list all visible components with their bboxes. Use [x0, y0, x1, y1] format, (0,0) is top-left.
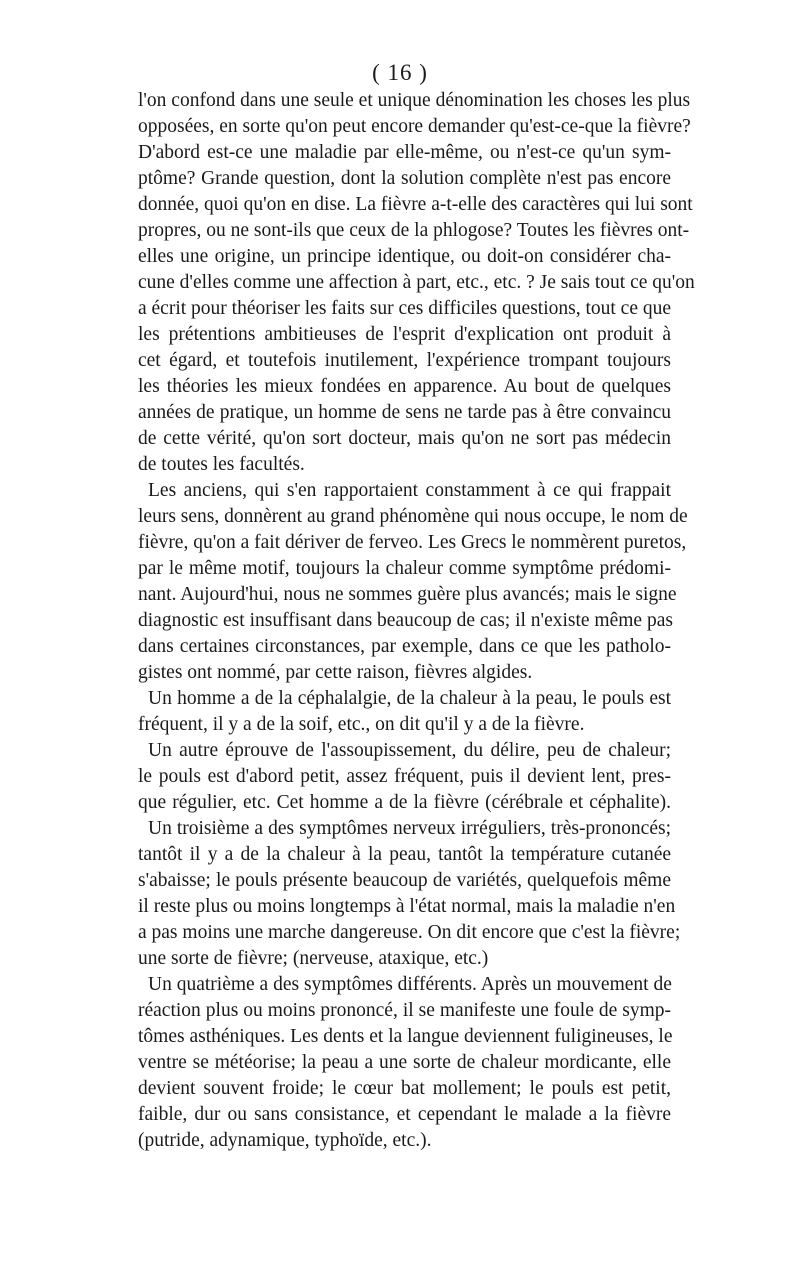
paragraph-first-line: Les anciens, qui s'en rapportaient constamment à ce qui frappait [148, 480, 671, 501]
text-line: une sorte de fièvre; (nerveuse, ataxique, etc.) [138, 948, 489, 969]
text-line: il reste plus ou moins longtemps à l'état normal, mais la maladie n'en [138, 896, 676, 917]
text-line: devient souvent froide; le cœur bat mollement; le pouls est petit, [138, 1078, 671, 1099]
text-line: ptôme? Grande question, dont la solution complète n'est pas encore [138, 168, 671, 189]
text-line: cet égard, et toutefois inutilement, l'expérience trompant toujours [138, 350, 671, 371]
text-line: fièvre, qu'on a fait dériver de ferveo. Les Grecs le nommèrent puretos, [138, 532, 687, 553]
text-line: que régulier, etc. Cet homme a de la fièvre (cérébrale et céphalite). [138, 792, 671, 813]
text-line: cune d'elles comme une affection à part, etc., etc. ? Je sais tout ce qu'on [138, 272, 695, 293]
text-line: par le même motif, toujours la chaleur comme symptôme prédomi- [138, 558, 671, 579]
text-line: leurs sens, donnèrent au grand phénomène qui nous occupe, le nom de [138, 506, 688, 527]
text-line: propres, ou ne sont-ils que ceux de la phlogose? Toutes les fièvres ont- [138, 220, 690, 241]
text-line: D'abord est-ce une maladie par elle-même, ou n'est-ce qu'un sym- [138, 142, 671, 163]
text-line: opposées, en sorte qu'on peut encore demander qu'est-ce-que la fièvre? [138, 116, 691, 137]
text-line: les théories les mieux fondées en apparence. Au bout de quelques [138, 376, 671, 397]
text-line: elles une origine, un principe identique, ou doit-on considérer cha- [138, 246, 671, 267]
paragraph-first-line: Un troisième a des symptômes nerveux irréguliers, très-prononcés; [148, 818, 671, 839]
paragraph-first-line: Un quatrième a des symptômes différents. Après un mouvement de [148, 974, 672, 995]
paragraph-first-line: Un autre éprouve de l'assoupissement, du délire, peu de chaleur; [148, 740, 671, 761]
text-line: donnée, quoi qu'on en dise. La fièvre a-t-elle des caractères qui lui sont [138, 194, 693, 215]
text-line: de cette vérité, qu'on sort docteur, mais qu'on ne sort pas médecin [138, 428, 671, 449]
text-line: ventre se météorise; la peau a une sorte de chaleur mordicante, elle [138, 1052, 671, 1073]
text-line: le pouls est d'abord petit, assez fréquent, puis il devient lent, pres- [138, 766, 671, 787]
text-line: a écrit pour théoriser les faits sur ces difficiles questions, tout ce que [138, 298, 672, 319]
body-text [138, 88, 695, 1154]
text-line: s'abaisse; le pouls présente beaucoup de variétés, quelquefois même [138, 870, 671, 891]
text-line: tômes asthéniques. Les dents et la langue deviennent fuligineuses, le [138, 1026, 673, 1047]
text-line: les prétentions ambitieuses de l'esprit d'explication ont produit à [138, 324, 671, 345]
text-line: de toutes les facultés. [138, 454, 305, 475]
text-line: diagnostic est insuffisant dans beaucoup de cas; il n'existe même pas [138, 610, 673, 631]
text-line: nant. Aujourd'hui, nous ne sommes guère plus avancés; mais le signe [138, 584, 677, 605]
text-line: dans certaines circonstances, par exemple, dans ce que les patholo- [138, 636, 671, 657]
text-line: (putride, adynamique, typhoïde, etc.). [138, 1130, 432, 1151]
text-line: années de pratique, un homme de sens ne tarde pas à être convaincu [138, 402, 671, 423]
text-line: gistes ont nommé, par cette raison, fièvres algides. [138, 662, 533, 683]
page-number: ( 16 ) [372, 60, 428, 85]
text-line: l'on confond dans une seule et unique dénomination les choses les plus [138, 90, 691, 111]
paragraph-first-line: Un homme a de la céphalalgie, de la chaleur à la peau, le pouls est [148, 688, 671, 709]
text-line: fréquent, il y a de la soif, etc., on dit qu'il y a de la fièvre. [138, 714, 585, 735]
text-line: tantôt il y a de la chaleur à la peau, tantôt la température cutanée [138, 844, 671, 865]
text-line: réaction plus ou moins prononcé, il se manifeste une foule de symp- [138, 1000, 671, 1021]
text-line: faible, dur ou sans consistance, et cependant le malade a la fièvre [138, 1104, 671, 1125]
text-line: a pas moins une marche dangereuse. On dit encore que c'est la fièvre; [138, 922, 681, 943]
